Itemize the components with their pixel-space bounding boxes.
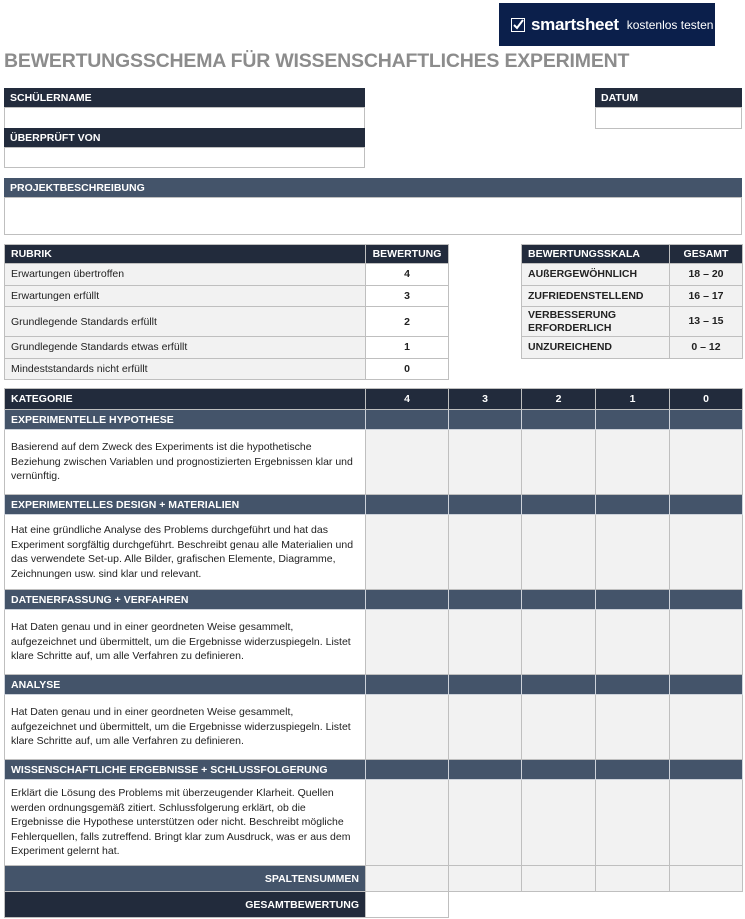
student-name-label: SCHÜLERNAME [4,88,365,107]
project-description-input[interactable] [4,197,742,235]
category-row [5,760,743,780]
scale-row [522,285,743,307]
score-1-header: 1 [596,389,670,410]
category-desc: Hat eine gründliche Analyse des Problems durchgeführt und hat das Experiment sorgfältig durchgeführt. Beschreibt genau alle Materialien und das verwendete Set-up. Alle Bilder, grafischen Elemente, Diagramme, Zeichnungen usw. sind klar und relevant. [5,515,366,590]
rubric-label: Grundlegende Standards erfüllt [5,307,366,337]
score-cell[interactable] [366,780,449,866]
overall-label: GESAMTBEWERTUNG [5,892,366,918]
overall-score-cell[interactable] [366,892,449,918]
scale-range: 18 – 20 [670,264,743,286]
score-cell[interactable] [670,515,743,590]
scale-row [522,307,743,337]
rubric-label: Erwartungen übertroffen [5,264,366,286]
rubric-header: RUBRIK [5,245,366,264]
score-cell[interactable] [596,695,670,760]
category-name: ANALYSE [5,675,366,695]
category-desc: Hat Daten genau und in einer geordneten Weise gesammelt, aufgezeichnet und übermittelt, um die Ergebnisse widerzuspiegeln. Listet klare Schritte auf, um alle Verfahren zu definieren. [5,695,366,760]
category-desc-row [5,610,743,675]
category-row [5,675,743,695]
column-total-cell[interactable] [522,866,596,892]
category-row [5,590,743,610]
category-row [5,410,743,430]
rubric-label: Erwartungen erfüllt [5,285,366,307]
date-label: DATUM [595,88,742,107]
rubric-score-header: BEWERTUNG [366,245,449,264]
project-description-label: PROJEKTBESCHREIBUNG [4,178,742,197]
score-cell[interactable] [596,515,670,590]
rubric-score: 0 [366,358,449,380]
rubric-score: 3 [366,285,449,307]
category-desc-row [5,695,743,760]
score-cell[interactable] [366,430,449,495]
category-desc-row [5,780,743,866]
score-cell[interactable] [670,780,743,866]
score-cell[interactable] [670,430,743,495]
rubric-row [5,264,449,286]
reviewed-by-label: ÜBERPRÜFT VON [4,128,365,147]
score-cell[interactable] [522,695,596,760]
score-cell[interactable] [449,430,522,495]
column-totals-row [5,866,743,892]
scale-header: BEWERTUNGSSKALA [522,245,670,264]
score-cell[interactable] [596,610,670,675]
rubric-row [5,285,449,307]
category-row [5,495,743,515]
category-desc: Basierend auf dem Zweck des Experiments ist die hypothetische Beziehung zwischen Variablen und prognostizierten Ergebnissen klar und vernünftig. [5,430,366,495]
score-3-header: 3 [449,389,522,410]
rubric-row [5,358,449,380]
banner-brand: smartsheet [531,14,619,34]
rubric-score: 4 [366,264,449,286]
banner-cta[interactable]: kostenlos testen [626,17,714,32]
score-cell[interactable] [596,430,670,495]
score-cell[interactable] [449,695,522,760]
rubric-row [5,307,449,337]
scale-row [522,337,743,359]
category-desc-row [5,515,743,590]
smartsheet-banner[interactable] [499,3,715,46]
date-input[interactable] [595,107,742,129]
score-cell[interactable] [522,515,596,590]
rubric-table [4,244,449,380]
scale-label: VERBESSERUNG ERFORDERLICH [522,307,670,337]
category-name: EXPERIMENTELLES DESIGN + MATERIALIEN [5,495,366,515]
page-title: BEWERTUNGSSCHEMA FÜR WISSENSCHAFTLICHES EXPERIMENT [4,50,630,72]
score-cell[interactable] [449,515,522,590]
score-cell[interactable] [449,610,522,675]
score-cell[interactable] [366,610,449,675]
rubric-label: Grundlegende Standards etwas erfüllt [5,337,366,359]
rubric-label: Mindeststandards nicht erfüllt [5,358,366,380]
grading-table [4,388,743,918]
score-cell[interactable] [596,780,670,866]
category-desc: Hat Daten genau und in einer geordneten Weise gesammelt, aufgezeichnet und übermittelt, um die Ergebnisse widerzuspiegeln. Listet klare Schritte auf, um alle Verfahren zu definieren. [5,610,366,675]
category-name: WISSENSCHAFTLICHE ERGEBNISSE + SCHLUSSFOLGERUNG [5,760,366,780]
score-cell[interactable] [366,515,449,590]
score-cell[interactable] [522,610,596,675]
rubric-score: 1 [366,337,449,359]
column-total-cell[interactable] [670,866,743,892]
scale-range: 0 – 12 [670,337,743,359]
score-0-header: 0 [670,389,743,410]
scale-total-header: GESAMT [670,245,743,264]
scale-table [521,244,743,359]
column-totals-label: SPALTENSUMMEN [5,866,366,892]
overall-row [5,892,743,918]
category-desc-row [5,430,743,495]
score-4-header: 4 [366,389,449,410]
category-desc: Erklärt die Lösung des Problems mit überzeugender Klarheit. Quellen werden ordnungsgemäß zitiert. Schlussfolgerung erklärt, ob die Ergebnisse die Hypothese unterstützen oder nicht. Beschreibt mögliche Fehlerquellen, falls zutreffend. Bringt klar zum Ausdruck, was er aus dem Experiment gelernt hat. [5,780,366,866]
score-2-header: 2 [522,389,596,410]
reviewed-by-input[interactable] [4,147,365,168]
score-cell[interactable] [522,430,596,495]
scale-range: 16 – 17 [670,285,743,307]
smartsheet-check-icon [511,18,525,32]
scale-label: AUßERGEWÖHNLICH [522,264,670,286]
rubric-score: 2 [366,307,449,337]
student-name-input[interactable] [4,107,365,129]
score-cell[interactable] [522,780,596,866]
column-total-cell[interactable] [596,866,670,892]
score-cell[interactable] [670,695,743,760]
category-name: EXPERIMENTELLE HYPOTHESE [5,410,366,430]
scale-row [522,264,743,286]
category-header: KATEGORIE [5,389,366,410]
rubric-row [5,337,449,359]
scale-label: ZUFRIEDENSTELLEND [522,285,670,307]
score-cell[interactable] [366,695,449,760]
column-total-cell[interactable] [449,866,522,892]
category-name: DATENERFASSUNG + VERFAHREN [5,590,366,610]
score-cell[interactable] [670,610,743,675]
scale-label: UNZUREICHEND [522,337,670,359]
scale-range: 13 – 15 [670,307,743,337]
score-cell[interactable] [449,780,522,866]
column-total-cell[interactable] [366,866,449,892]
